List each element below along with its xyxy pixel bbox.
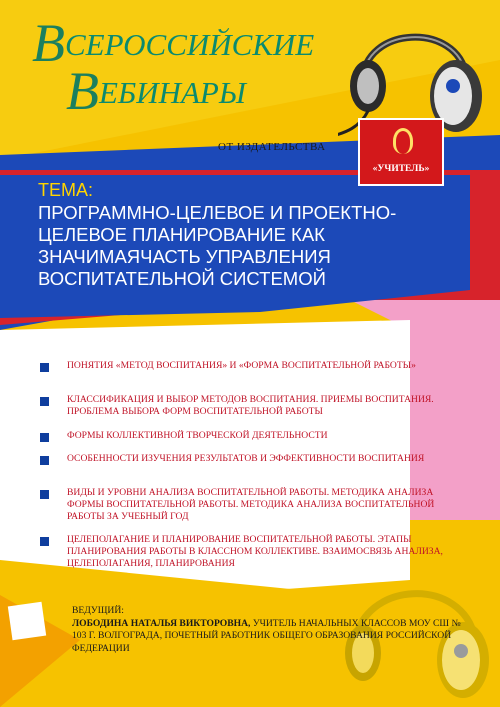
list-item-text: ПОНЯТИЯ «МЕТОД ВОСПИТАНИЯ» И «ФОРМА ВОСПИТАТЕЛЬНОЙ РАБОТЫ» <box>67 360 416 371</box>
publisher-logo <box>358 118 444 186</box>
speaker-details: УЧИТЕЛЬ НАЧАЛЬНЫХ КЛАССОВ МОУ СШ № 103 Г. ВОЛГОГРАДА, ПОЧЕТНЫЙ РАБОТНИК ОБЩЕГО ОБРАЗОВАНИЯ РОССИЙСКОЙ ФЕДЕРАЦИИ <box>72 617 461 654</box>
speaker-name: ЛОБОДИНА НАТАЛЬЯ ВИКТОРОВНА, <box>72 617 251 629</box>
bullet-square-icon <box>40 397 49 406</box>
topic-title: ПРОГРАММНО-ЦЕЛЕВОЕ И ПРОЕКТНО-ЦЕЛЕВОЕ ПЛАНИРОВАНИЕ КАК ЗНАЧИМАЯЧАСТЬ УПРАВЛЕНИЯ ВОСПИТАТЕЛЬНОЙ СИСТЕМОЙ <box>38 202 397 289</box>
brand-line-2 <box>66 61 246 121</box>
teacher-logo-icon <box>393 128 413 154</box>
speaker-info <box>72 605 472 655</box>
brand-line-2-capital: В <box>66 61 99 121</box>
list-item-text: ОСОБЕННОСТИ ИЗУЧЕНИЯ РЕЗУЛЬТАТОВ И ЭФФЕКТИВНОСТИ ВОСПИТАНИЯ <box>67 453 425 464</box>
list-item-text: ФОРМЫ КОЛЛЕКТИВНОЙ ТВОРЧЕСКОЙ ДЕЯТЕЛЬНОСТИ <box>67 430 328 441</box>
bullet-square-icon <box>40 537 49 546</box>
logo-text: «УЧИТЕЛЬ» <box>372 164 430 174</box>
bullet-square-icon <box>40 363 49 372</box>
list-item-text: ЦЕЛЕПОЛАГАНИЕ И ПЛАНИРОВАНИЕ ВОСПИТАТЕЛЬНОЙ РАБОТЫ. ЭТАПЫ ПЛАНИРОВАНИЯ РАБОТЫ В КЛАССНОМ КОЛЛЕКТИВЕ. ВЗАИМОСВЯЗЬ АНАЛИЗА, ЦЕЛЕПОЛАГАНИЯ, ПЛАНИРОВАНИЯ <box>67 534 443 569</box>
list-item-text: ВИДЫ И УРОВНИ АНАЛИЗА ВОСПИТАТЕЛЬНОЙ РАБОТЫ. МЕТОДИКА АНАЛИЗА ФОРМЫ ВОСПИТАТЕЛЬНОЙ РАБОТЫ. МЕТОДИКА АНАЛИЗА ВОСПИТАТЕЛЬНОЙ РАБОТЫ ЗА УЧЕБНЫЙ ГОД <box>67 487 435 522</box>
brand-line-1-rest: СЕРОССИЙСКИЕ <box>65 27 315 62</box>
publisher-label: ОТ ИЗДАТЕЛЬСТВА <box>218 141 326 153</box>
brand-line-2-rest: ЕБИНАРЫ <box>99 75 246 110</box>
bullet-square-icon <box>40 433 49 442</box>
bullet-square-icon <box>40 456 49 465</box>
bullet-square-icon <box>40 490 49 499</box>
list-item-text: КЛАССИФИКАЦИЯ И ВЫБОР МЕТОДОВ ВОСПИТАНИЯ. ПРИЕМЫ ВОСПИТАНИЯ. ПРОБЛЕМА ВЫБОРА ФОРМ ВОСПИТАТЕЛЬНОЙ РАБОТЫ <box>67 394 434 417</box>
topic-label: ТЕМА: <box>38 180 94 200</box>
speaker-label: ВЕДУЩИЙ: <box>72 605 124 616</box>
brand-line-1-capital: В <box>32 13 65 73</box>
